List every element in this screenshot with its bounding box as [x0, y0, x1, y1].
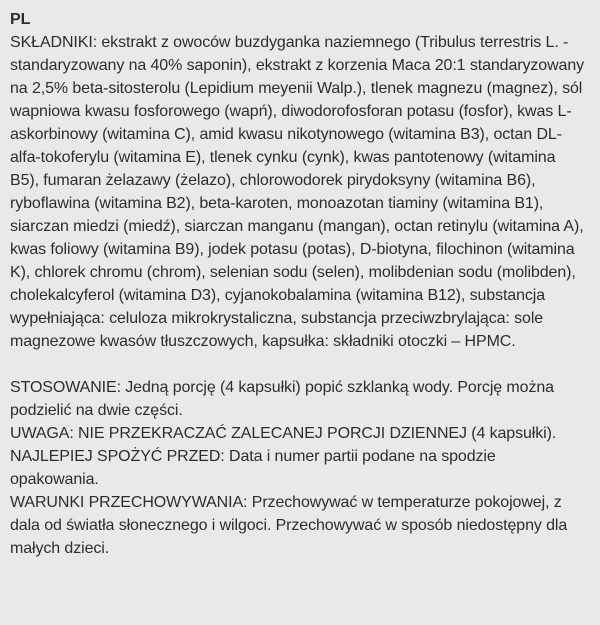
ingredients-paragraph: SKŁADNIKI: ekstrakt z owoców buzdyganka naziemnego (Tribulus terrestris L. - standaryzowany na 40% saponin), ekstrakt z korzenia Maca 20:1 standaryzowany na 2,5% beta-sitosterolu (Lepidium meyenii Walp.), tlenek magnezu (magnez), sól wapniowa kwasu fosforowego (wapń), diwodorofosforan potasu (fosfor), kwas L-askorbinowy (witamina C), amid kwasu nikotynowego (witamina B3), octan DL-alfa-tokoferylu (witamina E), tlenek cynku (cynk), kwas pantotenowy (witamina B5), fumaran żelazawy (żelazo), chlorowodorek pirydoksyny (witamina B6), ryboflawina (witamina B2), beta-karoten, monoazotan tiaminy (witamina B1), siarczan miedzi (miedź), siarczan manganu (mangan), octan retinylu (witamina A), kwas foliowy (witamina B9), jodek potasu (potas), D-biotyna, filochinon (witamina K), chlorek chromu (chrom), selenian sodu (selen), molibdenian sodu (molibden), cholekalcyferol (witamina D3), cyjanokobalamina (witamina B12), substancja wypełniająca: celuloza mikrokrystaliczna, substancja przeciwzbrylająca: sole magnezowe kwasów tłuszczowych, kapsułka: składniki otoczki – HPMC. — [10, 34, 585, 350]
usage-paragraph: STOSOWANIE: Jedną porcję (4 kapsułki) popić szklanką wody. Porcję można podzielić na dwie części. — [10, 379, 554, 419]
storage-paragraph: WARUNKI PRZECHOWYWANIA: Przechowywać w temperaturze pokojowej, z dala od światła słonecznego i wilgoci. Przechowywać w sposób niedostępny dla małych dzieci. — [10, 494, 568, 557]
warning-paragraph: UWAGA: NIE PRZEKRACZAĆ ZALECANEJ PORCJI DZIENNEJ (4 kapsułki). — [10, 425, 557, 442]
language-heading: PL — [10, 11, 31, 28]
best-before-paragraph: NAJLEPIEJ SPOŻYĆ PRZED: Data i numer partii podane na spodzie opakowania. — [10, 448, 496, 488]
